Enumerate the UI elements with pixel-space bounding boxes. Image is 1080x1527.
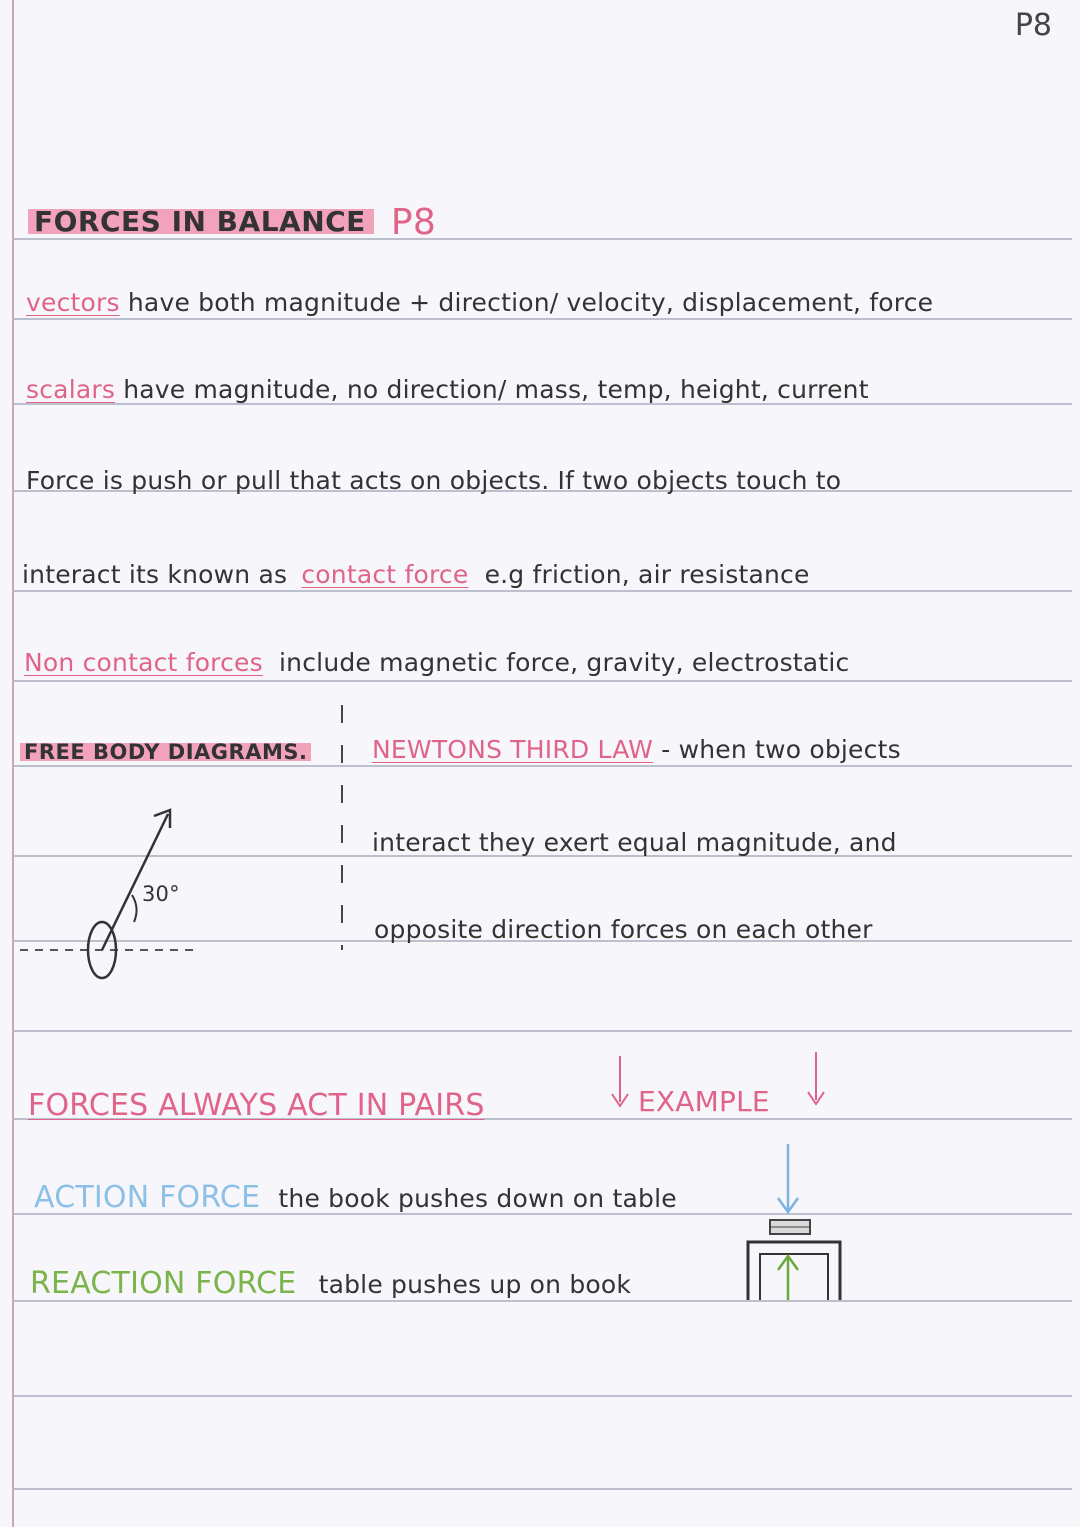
newton-line-3 [374,915,873,944]
reaction-text: table pushes up on book [318,1270,632,1299]
rule-line [14,318,1072,320]
scalars-text: have magnitude, no direction/ mass, temp, height, current [123,375,869,404]
rule-line [14,590,1072,592]
rule-line [14,765,1072,767]
newton-text-1: - when two objects [661,735,901,764]
noncontact-term: Non contact forces [24,648,263,677]
noncontact-line [24,648,849,677]
newton-title: NEWTONS THIRD LAW [372,735,654,764]
vectors-text: have both magnitude + direction/ velocity, displacement, force [127,288,934,317]
reaction-line [30,1266,631,1301]
newton-line-1 [372,735,901,764]
force-text: Force is push or pull that acts on objects. If two objects touch to [26,466,842,495]
action-text: the book pushes down on table [278,1184,677,1213]
column-separator [336,705,348,955]
vectors-term: vectors [26,288,120,317]
heading [28,202,436,243]
angle-arc [132,895,137,922]
heading-page-ref: P8 [390,202,436,243]
newton-text-2: interact they exert equal magnitude, and [372,828,897,857]
contact-term: contact force [301,560,469,589]
force-line [26,466,841,495]
rule-line [14,1395,1072,1397]
example-label: EXAMPLE [638,1085,770,1118]
angle-label: 30° [142,882,180,906]
free-body-title-wrap [20,740,311,764]
scalars-term: scalars [26,375,116,404]
noncontact-text: include magnetic force, gravity, electrostatic [279,648,850,677]
newton-text-3: opposite direction forces on each other [374,915,873,944]
action-term: ACTION FORCE [34,1180,261,1215]
vectors-line [26,288,933,317]
rule-line [14,680,1072,682]
interact-text: interact its known as [22,560,288,589]
contact-examples: e.g friction, air resistance [484,560,810,589]
rule-line [14,1488,1072,1490]
contact-line [22,560,810,589]
pairs-title: FORCES ALWAYS ACT IN PAIRS [28,1088,485,1123]
heading-title: FORCES IN BALANCE [28,205,374,238]
margin-line [12,0,14,1527]
free-body-title: FREE BODY DIAGRAMS. [20,740,311,764]
reaction-term: REACTION FORCE [30,1266,297,1301]
page-number: P8 [1014,8,1052,43]
table-icon [748,1242,840,1300]
newton-line-2 [372,828,897,857]
action-line [34,1180,677,1215]
book-table-illustration [740,1140,850,1310]
free-body-diagram [20,800,220,990]
rule-line [14,1030,1072,1032]
scalars-line [26,375,869,404]
